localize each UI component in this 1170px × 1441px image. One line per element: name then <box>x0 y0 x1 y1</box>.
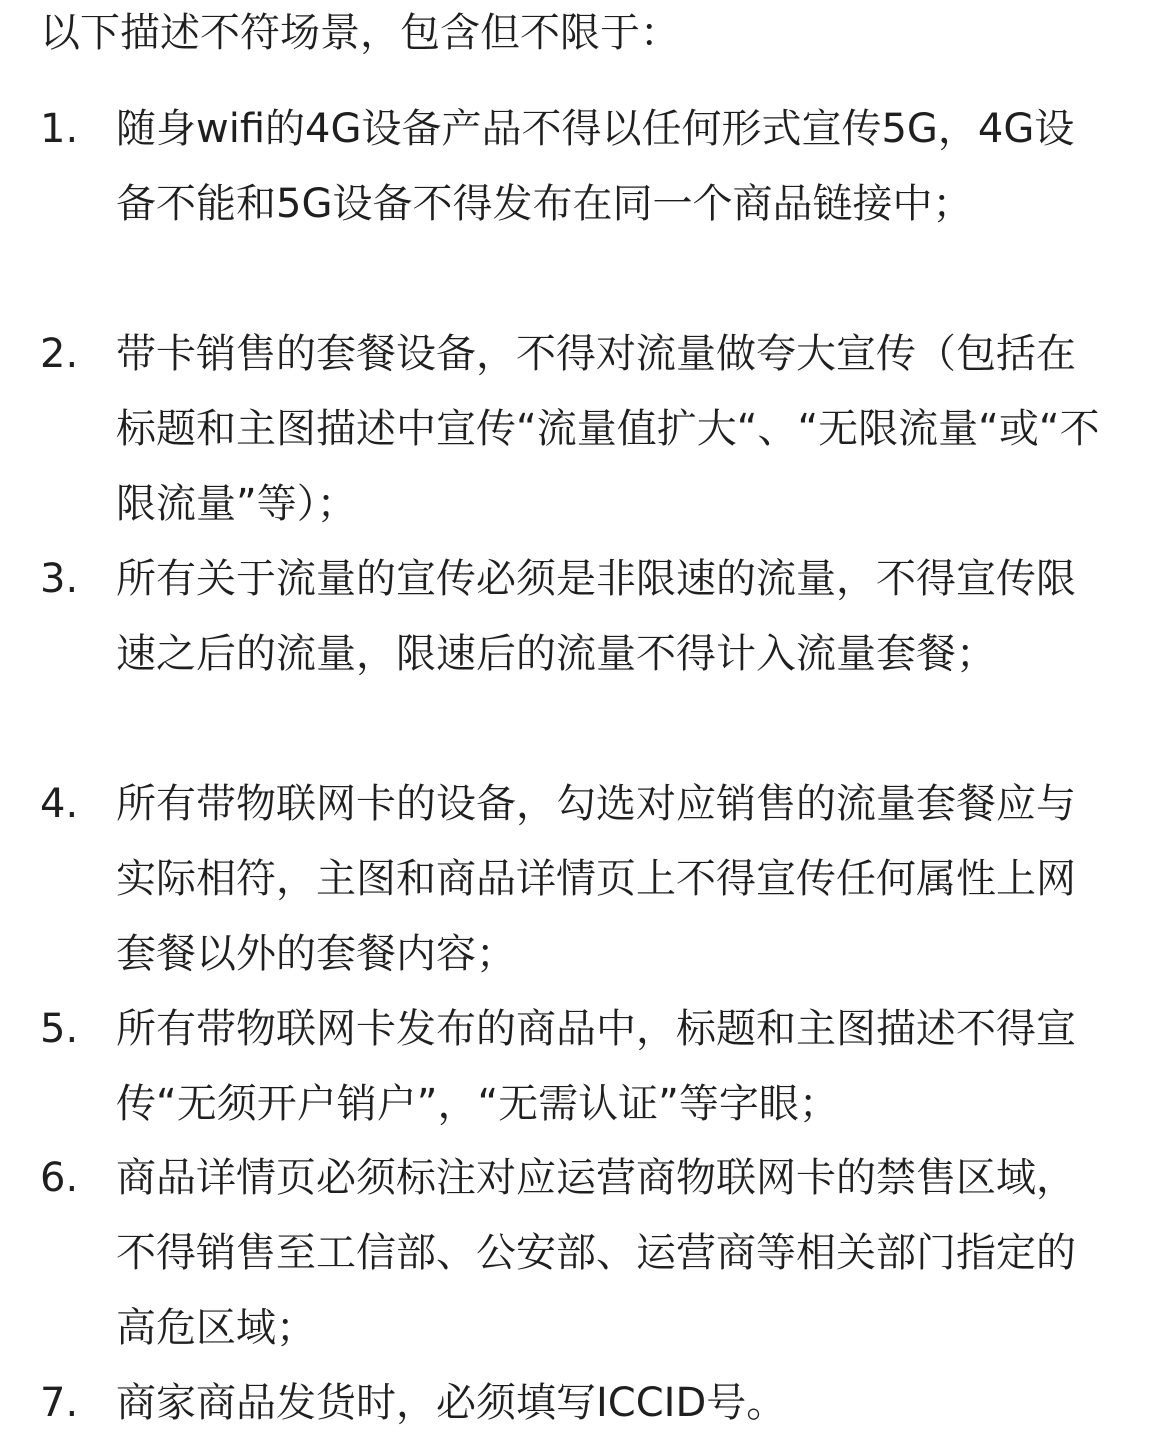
list-item-text: 商家商品发货时，必须填写ICCID号。 <box>116 1380 787 1426</box>
list-number: 3. <box>40 556 79 602</box>
list-number: 5. <box>40 1006 79 1052</box>
list-item-text: 商品详情页必须标注对应运营商物联网卡的禁售区域，不得销售至工信部、公安部、运营商等相关部门指定的高危区域； <box>116 1155 1076 1351</box>
intro-text: 以下描述不符场景，包含但不限于： <box>40 10 680 56</box>
list-number: 6. <box>40 1155 79 1201</box>
list-number: 7. <box>40 1380 79 1426</box>
list-item-text: 随身wifi的4G设备产品不得以任何形式宣传5G，4G设备不能和5G设备不得发布在同一个商品链接中； <box>116 106 1075 227</box>
list-item-text: 带卡销售的套餐设备，不得对流量做夸大宣传（包括在标题和主图描述中宣传“流量值扩大“、“无限流量“或“不限流量”等）； <box>116 331 1100 527</box>
list-number: 1. <box>40 106 79 152</box>
list-number: 4. <box>40 781 79 827</box>
list-item-text: 所有带物联网卡的设备，勾选对应销售的流量套餐应与实际相符，主图和商品详情页上不得宣传任何属性上网套餐以外的套餐内容； <box>116 781 1076 977</box>
list-number: 2. <box>40 331 79 377</box>
list-item-text: 所有关于流量的宣传必须是非限速的流量，不得宣传限速之后的流量，限速后的流量不得计入流量套餐； <box>116 556 1076 677</box>
list-item-text: 所有带物联网卡发布的商品中，标题和主图描述不得宣传“无须开户销户”，“无需认证”等字眼； <box>116 1006 1076 1127</box>
